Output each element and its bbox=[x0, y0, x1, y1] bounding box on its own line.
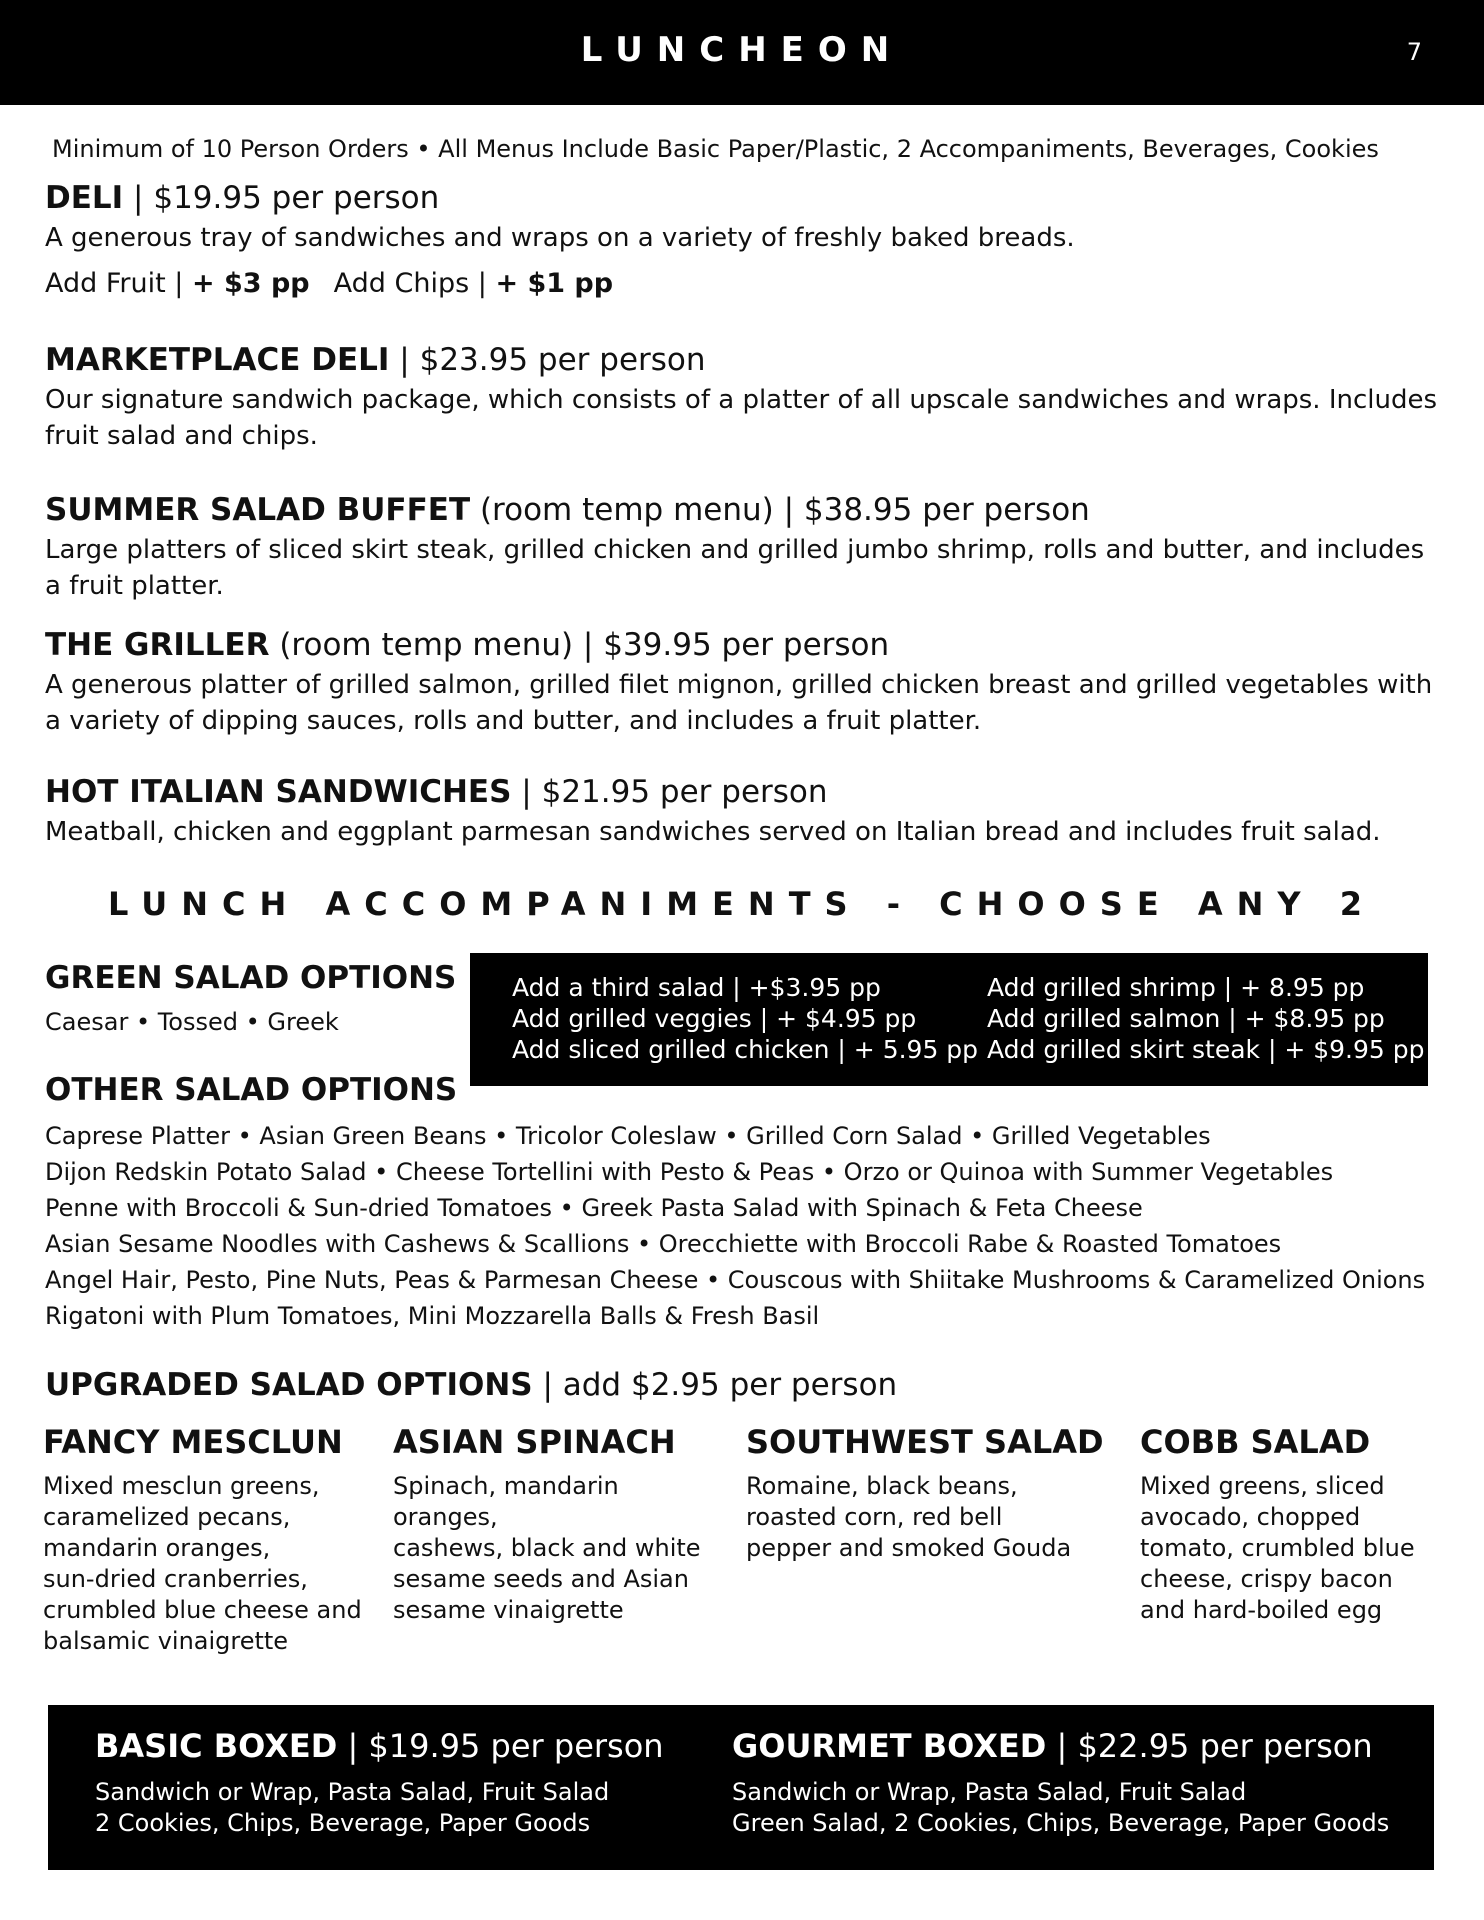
item-name: HOT ITALIAN SANDWICHES bbox=[45, 774, 512, 810]
green-salad-heading: GREEN SALAD OPTIONS bbox=[45, 960, 457, 996]
list-item: Dijon Redskin Potato Salad • Cheese Tortellini with Pesto & Peas • Orzo or Quinoa with Summer Vegetables bbox=[45, 1158, 1334, 1186]
other-salad-list bbox=[45, 1118, 1425, 1334]
addons-left-column bbox=[512, 972, 978, 1065]
list-item: Caprese Platter • Asian Green Beans • Tricolor Coleslaw • Grilled Corn Salad • Grilled Vegetables bbox=[45, 1122, 1211, 1150]
boxed-title bbox=[95, 1727, 664, 1765]
salad-line: avocado, chopped bbox=[1140, 1503, 1361, 1531]
boxed-line: Green Salad, 2 Cookies, Chips, Beverage, Paper Goods bbox=[732, 1809, 1390, 1837]
salad-line: sesame vinaigrette bbox=[393, 1596, 624, 1624]
boxed-line: 2 Cookies, Chips, Beverage, Paper Goods bbox=[95, 1809, 591, 1837]
addons-right-column bbox=[987, 972, 1424, 1065]
item-title bbox=[45, 490, 1445, 530]
salad-line: caramelized pecans, bbox=[43, 1503, 291, 1531]
salad-addons-box bbox=[470, 953, 1428, 1086]
salad-line: sesame seeds and Asian bbox=[393, 1565, 689, 1593]
addon-fruit-price: + $3 pp bbox=[191, 268, 310, 299]
list-item: Asian Sesame Noodles with Cashews & Scallions • Orecchiette with Broccoli Rabe & Roasted Tomatoes bbox=[45, 1230, 1282, 1258]
item-title bbox=[45, 772, 1445, 812]
item-price: | $19.95 per person bbox=[123, 180, 440, 216]
item-name: THE GRILLER bbox=[45, 627, 270, 663]
salad-southwest bbox=[746, 1423, 1104, 1564]
page-title: LUNCHEON bbox=[580, 30, 904, 70]
boxed-name: BASIC BOXED bbox=[95, 1727, 338, 1765]
salad-name: SOUTHWEST SALAD bbox=[746, 1423, 1104, 1461]
item-price: (room temp menu) | $38.95 per person bbox=[470, 492, 1090, 528]
boxed-name: GOURMET BOXED bbox=[732, 1727, 1047, 1765]
gourmet-boxed bbox=[732, 1727, 1389, 1839]
item-description: Meatball, chicken and eggplant parmesan sandwiches served on Italian bread and includes fruit salad. bbox=[45, 817, 1381, 847]
item-description: Large platters of sliced skirt steak, grilled chicken and grilled jumbo shrimp, rolls and butter, and includes a fruit platter. bbox=[45, 535, 1425, 601]
boxed-description bbox=[732, 1777, 1389, 1839]
addon-line: Add grilled salmon | + $8.95 pp bbox=[987, 1004, 1385, 1033]
salad-asian-spinach bbox=[393, 1423, 723, 1626]
menu-item-hot-italian-sandwiches bbox=[45, 772, 1445, 850]
list-item: Rigatoni with Plum Tomatoes, Mini Mozzarella Balls & Fresh Basil bbox=[45, 1302, 820, 1330]
boxed-description bbox=[95, 1777, 664, 1839]
page-number: 7 bbox=[1406, 38, 1422, 66]
basic-boxed bbox=[95, 1727, 664, 1839]
other-salad-heading: OTHER SALAD OPTIONS bbox=[45, 1072, 458, 1108]
addon-line: Add grilled veggies | + $4.95 pp bbox=[512, 1004, 917, 1033]
list-item: Penne with Broccoli & Sun-dried Tomatoes • Greek Pasta Salad with Spinach & Feta Cheese bbox=[45, 1194, 1143, 1222]
salad-description bbox=[393, 1471, 723, 1626]
item-name: SUMMER SALAD BUFFET bbox=[45, 492, 471, 528]
salad-line: balsamic vinaigrette bbox=[43, 1627, 289, 1655]
header-bar bbox=[0, 0, 1484, 105]
item-title bbox=[45, 625, 1445, 665]
menu-item-the-griller bbox=[45, 625, 1445, 739]
salad-line: pepper and smoked Gouda bbox=[746, 1534, 1072, 1562]
green-salad-list: Caesar • Tossed • Greek bbox=[45, 1008, 339, 1036]
salad-cobb bbox=[1140, 1423, 1470, 1626]
salad-line: mandarin oranges, bbox=[43, 1534, 271, 1562]
addon-chips-price: + $1 pp bbox=[495, 268, 614, 299]
boxed-line: Sandwich or Wrap, Pasta Salad, Fruit Salad bbox=[732, 1778, 1247, 1806]
addon-fruit-label: Add Fruit | bbox=[45, 268, 192, 299]
menu-item-marketplace-deli bbox=[45, 340, 1445, 454]
salad-line: crumbled blue cheese and bbox=[43, 1596, 362, 1624]
salad-line: roasted corn, red bell bbox=[746, 1503, 1003, 1531]
item-title bbox=[45, 178, 1445, 218]
addon-chips-label: Add Chips | bbox=[333, 268, 496, 299]
boxed-line: Sandwich or Wrap, Pasta Salad, Fruit Salad bbox=[95, 1778, 610, 1806]
addon-line: Add sliced grilled chicken | + 5.95 pp bbox=[512, 1035, 979, 1064]
addon-line: Add grilled skirt steak | + $9.95 pp bbox=[987, 1035, 1425, 1064]
salad-line: Spinach, mandarin oranges, bbox=[393, 1472, 619, 1531]
item-description: A generous platter of grilled salmon, grilled filet mignon, grilled chicken breast and grilled vegetables with a variety of dipping sauces, rolls and butter, and includes a fruit platter. bbox=[45, 670, 1433, 736]
salad-line: Mixed mesclun greens, bbox=[43, 1472, 320, 1500]
salad-fancy-mesclun bbox=[43, 1423, 373, 1657]
upgraded-price: | add $2.95 per person bbox=[532, 1367, 898, 1403]
salad-line: sun-dried cranberries, bbox=[43, 1565, 308, 1593]
salad-description bbox=[1140, 1471, 1470, 1626]
salad-line: Romaine, black beans, bbox=[746, 1472, 1018, 1500]
salad-name: FANCY MESCLUN bbox=[43, 1423, 343, 1461]
addon-line: Add a third salad | +$3.95 pp bbox=[512, 973, 881, 1002]
order-note: Minimum of 10 Person Orders • All Menus Include Basic Paper/Plastic, 2 Accompaniments, Beverages, Cookies bbox=[52, 135, 1379, 163]
salad-line: and hard-boiled egg bbox=[1140, 1596, 1383, 1624]
boxed-lunch-bar bbox=[48, 1705, 1434, 1870]
salad-line: cheese, crispy bacon bbox=[1140, 1565, 1393, 1593]
menu-item-deli bbox=[45, 178, 1445, 304]
salad-line: cashews, black and white bbox=[393, 1534, 701, 1562]
item-name: MARKETPLACE DELI bbox=[45, 342, 390, 378]
salad-description bbox=[43, 1471, 373, 1657]
item-price: | $23.95 per person bbox=[389, 342, 706, 378]
item-description: Our signature sandwich package, which consists of a platter of all upscale sandwiches and wraps. Includes fruit salad and chips. bbox=[45, 385, 1438, 451]
item-price: (room temp menu) | $39.95 per person bbox=[269, 627, 890, 663]
salad-line: tomato, crumbled blue bbox=[1140, 1534, 1415, 1562]
menu-item-summer-salad-buffet bbox=[45, 490, 1445, 604]
item-price: | $21.95 per person bbox=[511, 774, 828, 810]
upgraded-title: UPGRADED SALAD OPTIONS bbox=[45, 1367, 533, 1403]
deli-addons bbox=[45, 264, 1445, 304]
list-item: Angel Hair, Pesto, Pine Nuts, Peas & Parmesan Cheese • Couscous with Shiitake Mushrooms & Caramelized Onions bbox=[45, 1266, 1426, 1294]
boxed-price: | $19.95 per person bbox=[337, 1727, 664, 1765]
boxed-price: | $22.95 per person bbox=[1046, 1727, 1373, 1765]
addon-line: Add grilled shrimp | + 8.95 pp bbox=[987, 973, 1365, 1002]
item-description: A generous tray of sandwiches and wraps on a variety of freshly baked breads. bbox=[45, 223, 1075, 253]
item-name: DELI bbox=[45, 180, 124, 216]
accompaniments-heading: LUNCH ACCOMPANIMENTS - CHOOSE ANY 2 bbox=[108, 885, 1376, 923]
item-title bbox=[45, 340, 1445, 380]
salad-line: Mixed greens, sliced bbox=[1140, 1472, 1385, 1500]
salad-description bbox=[746, 1471, 1076, 1564]
salad-name: COBB SALAD bbox=[1140, 1423, 1371, 1461]
upgraded-salad-heading bbox=[45, 1367, 897, 1403]
salad-name: ASIAN SPINACH bbox=[393, 1423, 676, 1461]
boxed-title bbox=[732, 1727, 1389, 1765]
